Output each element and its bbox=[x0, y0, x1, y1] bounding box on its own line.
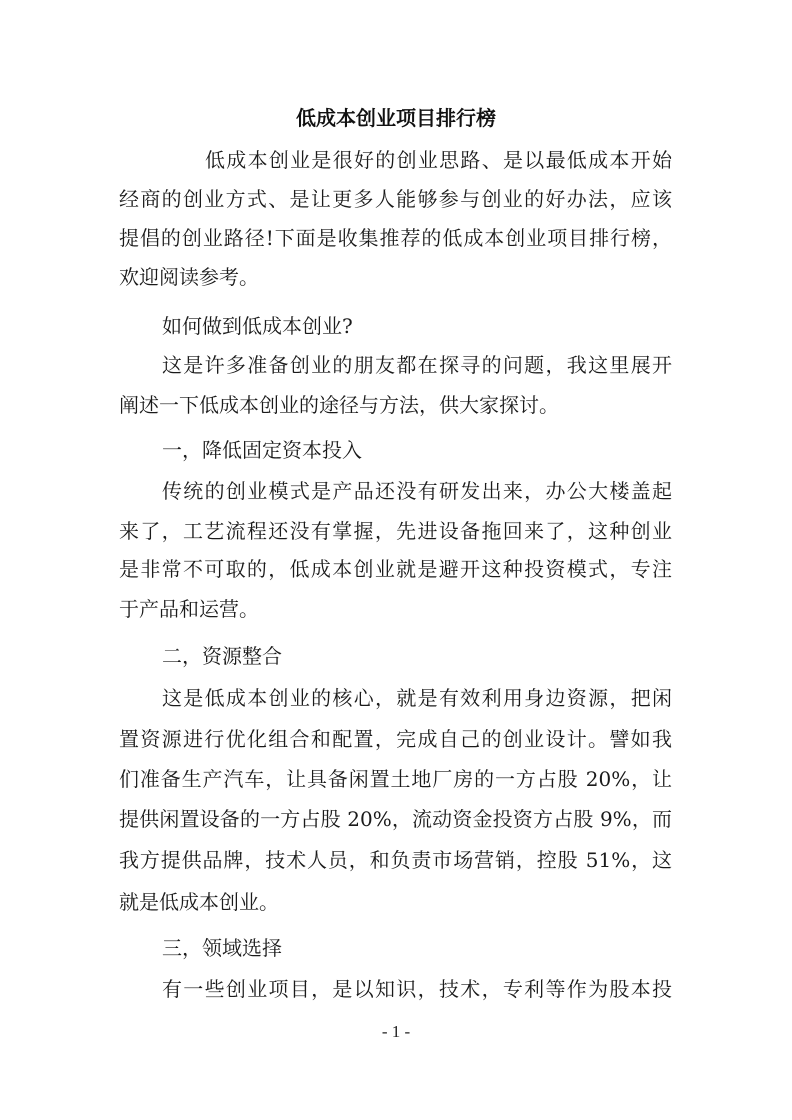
paragraph-line: 传统的创业模式是产品还没有研发出来，办公大楼盖起 bbox=[162, 479, 672, 503]
paragraph-line: 来了，工艺流程还没有掌握，先进设备拖回来了，这种创业 bbox=[119, 519, 672, 543]
paragraph-line: 置资源进行优化组合和配置，完成自己的创业设计。譬如我 bbox=[119, 727, 672, 751]
paragraph-line: 这是许多准备创业的朋友都在探寻的问题，我这里展开 bbox=[162, 353, 672, 377]
paragraph-line: 于产品和运营。 bbox=[119, 597, 259, 621]
paragraph-line: 经商的创业方式、是让更多人能够参与创业的好办法，应该 bbox=[119, 187, 672, 211]
document-title: 低成本创业项目排行榜 bbox=[296, 106, 496, 130]
section-question: 如何做到低成本创业? bbox=[162, 314, 353, 338]
paragraph-line: 这是低成本创业的核心，就是有效利用身边资源，把闲 bbox=[162, 686, 672, 710]
paragraph-line: 低成本创业是很好的创业思路、是以最低成本开始 bbox=[205, 148, 672, 172]
paragraph-line: 我方提供品牌，技术人员，和负责市场营销，控股 51%，这 bbox=[119, 848, 672, 872]
paragraph-line: 们准备生产汽车，让具备闲置土地厂房的一方占股 20%，让 bbox=[119, 767, 672, 791]
paragraph-line: 提供闲置设备的一方占股 20%，流动资金投资方占股 9%，而 bbox=[119, 807, 672, 831]
paragraph-line: 提倡的创业路径!下面是收集推荐的低成本创业项目排行榜， bbox=[119, 226, 672, 250]
paragraph-line: 就是低成本创业。 bbox=[119, 890, 279, 914]
section-heading-2: 二，资源整合 bbox=[162, 644, 282, 668]
paragraph-line: 欢迎阅读参考。 bbox=[119, 265, 259, 289]
paragraph-line: 有一些创业项目，是以知识，技术，专利等作为股本投 bbox=[162, 977, 672, 1001]
section-heading-1: 一，降低固定资本投入 bbox=[162, 438, 362, 462]
section-heading-3: 三，领域选择 bbox=[162, 936, 282, 960]
page-number: - 1 - bbox=[381, 1022, 411, 1041]
paragraph-line: 是非常不可取的，低成本创业就是避开这种投资模式，专注 bbox=[119, 557, 672, 581]
paragraph-line: 阐述一下低成本创业的途径与方法，供大家探讨。 bbox=[119, 393, 559, 417]
